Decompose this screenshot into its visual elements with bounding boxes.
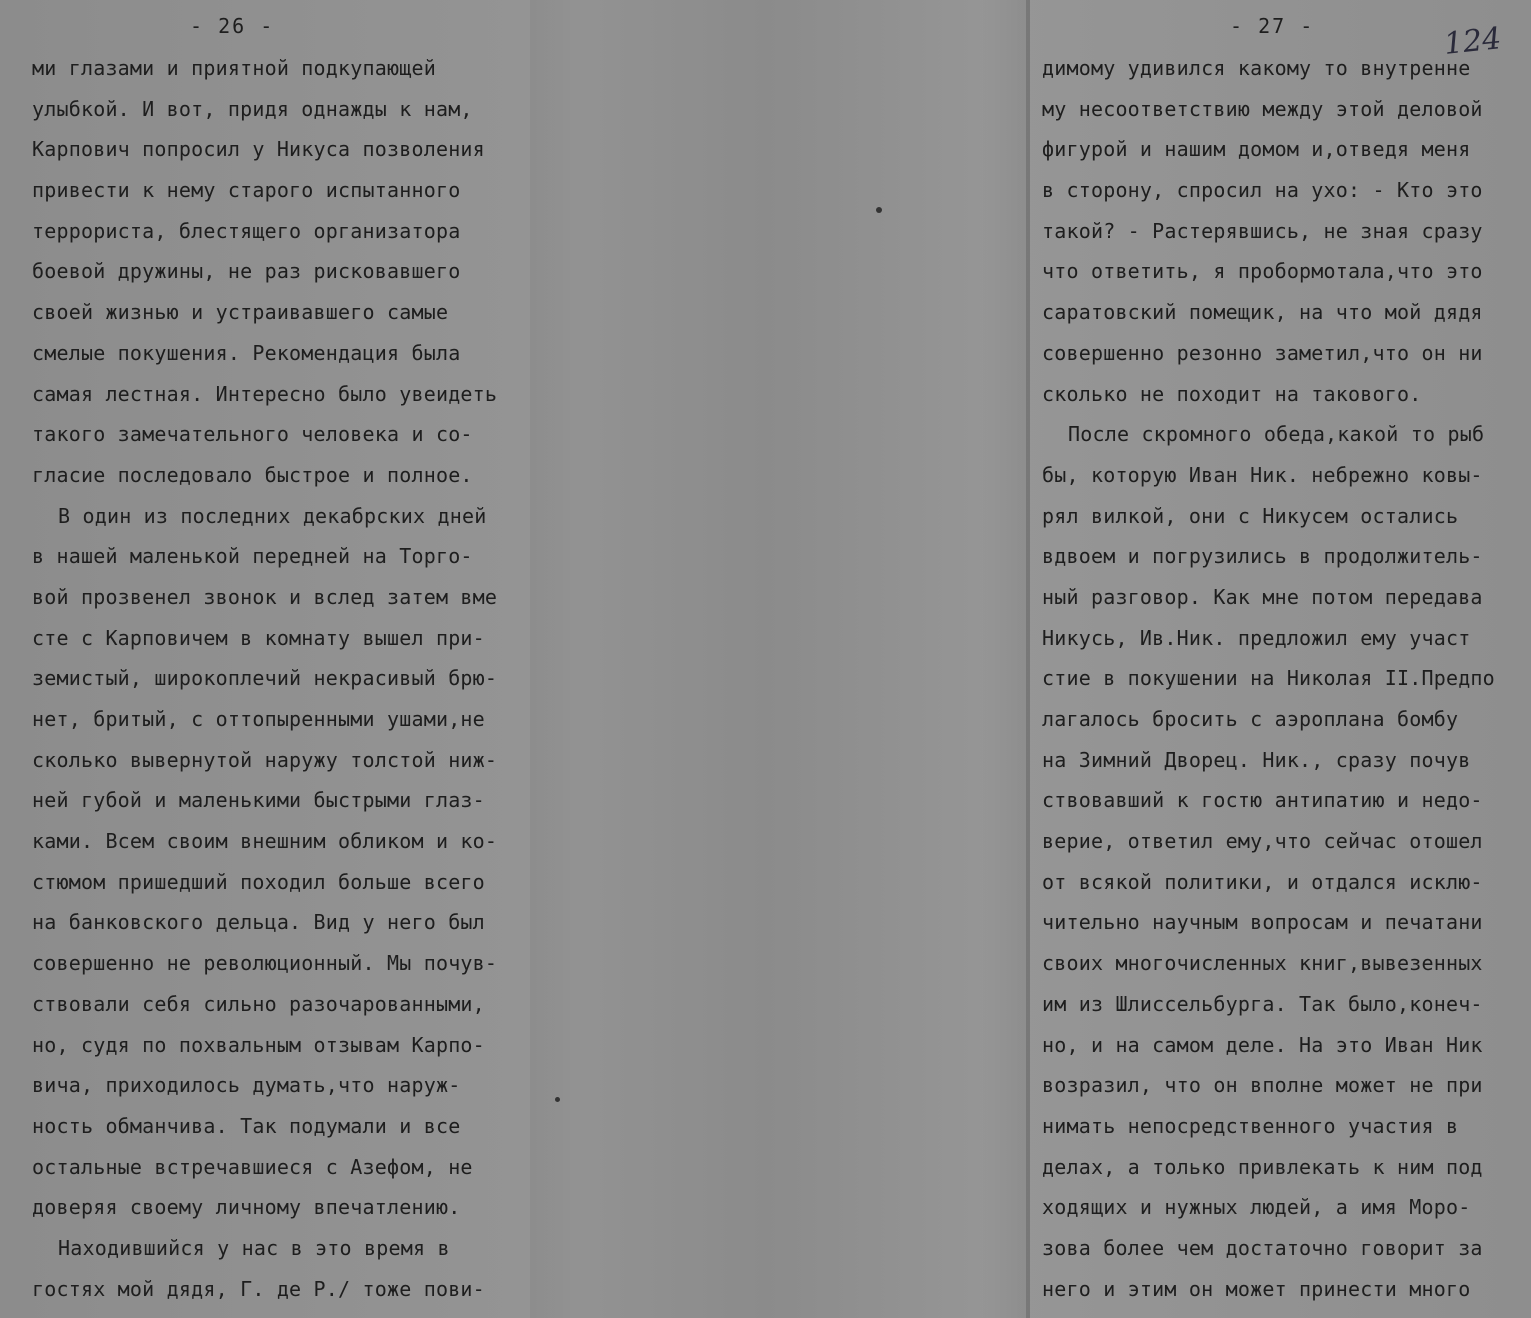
right-page [1030, 0, 1531, 1318]
text-line: своих многочисленных книг,вывезенных [1042, 951, 1483, 976]
text-line: сте с Карповичем в комнату вышел при- [32, 625, 485, 650]
left-page [0, 0, 530, 1318]
text-line: Карпович попросил у Никуса позволения [32, 137, 485, 162]
left-page-text [0, 48, 530, 1309]
text-line: вой прозвенел звонок и вслед затем вме [32, 584, 498, 609]
text-line: от всякой политики, и отдался исклю- [1042, 869, 1483, 894]
text-line: зова более чем достаточно говорит за [1042, 1235, 1483, 1260]
text-line: ность обманчива. Так подумали и все [32, 1113, 461, 1138]
text-line: земистый, широкоплечий некрасивый брю- [32, 666, 498, 691]
text-line: димому удивился какому то внутренне [1042, 56, 1471, 80]
text-line: своей жизнью и устраивавшего самые [32, 300, 449, 325]
text-line: возразил, что он вполне может не при [1042, 1073, 1483, 1098]
text-line: нет, бритый, с оттопыренными ушами,не [32, 707, 485, 731]
text-line: вича, приходилось думать,что наруж- [32, 1073, 461, 1098]
text-line: нимать непосредственного участия в [1042, 1113, 1459, 1138]
text-line: вдвоем и погрузились в продолжитель- [1042, 544, 1483, 569]
text-line: на банковского дельца. Вид у него был [32, 910, 485, 935]
text-line: рял вилкой, они с Никусем остались [1042, 503, 1459, 528]
bleed-through-area [530, 0, 1030, 1318]
text-line: ствовали себя сильно разочарованными, [32, 991, 485, 1016]
text-line: стюмом пришедший походил больше всего [32, 869, 485, 894]
text-line: но, и на самом деле. На это Иван Ник [1042, 1032, 1483, 1057]
text-line: остальные встречавшиеся с Азефом, не [32, 1154, 473, 1179]
text-line: боевой дружины, не раз рисковавшего [32, 259, 461, 284]
text-line: в нашей маленькой передней на Торго- [32, 544, 473, 569]
text-line: верие, ответил ему,что сейчас отошел [1042, 829, 1483, 854]
text-line: ками. Всем своим внешним обликом и ко- [32, 829, 498, 854]
text-line: совершенно не революционный. Мы почув- [32, 951, 498, 976]
text-line: него и этим он может принести много [1042, 1276, 1471, 1301]
text-line: сколько вывернутой наружу толстой ниж- [32, 747, 498, 772]
text-line: улыбкой. И вот, придя однажды к нам, [32, 96, 473, 121]
text-line: ней губой и маленькими быстрыми глаз- [32, 788, 485, 813]
text-line: доверяя своему личному впечатлению. [32, 1195, 461, 1220]
text-line: ми глазами и приятной подкупающей [32, 56, 436, 80]
right-page-text [1030, 48, 1531, 1309]
text-line: что ответить, я пробормотала,что это [1042, 259, 1483, 284]
text-line: ходящих и нужных людей, а имя Моро- [1042, 1195, 1471, 1220]
text-line: смелые покушения. Рекомендация была [32, 340, 461, 365]
text-line: им из Шлиссельбурга. Так было,конеч- [1042, 991, 1483, 1016]
text-line: му несоответствию между этой деловой [1042, 96, 1483, 121]
text-line: саратовский помещик, на что мой дядя [1042, 300, 1483, 325]
text-line: ствовавший к гостю антипатию и недо- [1042, 788, 1483, 813]
text-line: самая лестная. Интересно было увеидеть [32, 381, 498, 406]
paper-speck [555, 1097, 560, 1102]
page-number: - 27 - [1230, 14, 1315, 38]
text-line: делах, а только привлекать к ним под [1042, 1154, 1483, 1179]
text-line: такого замечательного человека и со- [32, 422, 473, 447]
text-line: бы, которую Иван Ник. небрежно ковы- [1042, 462, 1483, 487]
text-line: на Зимний Дворец. Ник., сразу почув [1042, 747, 1471, 772]
text-line: гласие последовало быстрое и полное. [32, 462, 473, 487]
text-line: После скромного обеда,какой то рыб [1068, 422, 1485, 447]
text-line: В один из последних декабрских дней [58, 503, 487, 528]
text-line: лагалось бросить с аэроплана бомбу [1042, 707, 1459, 731]
archive-folio-number: 124 [1442, 21, 1503, 62]
text-line: фигурой и нашим домом и,отведя меня [1042, 137, 1471, 162]
text-line: гостях мой дядя, Г. де Р./ тоже пови- [32, 1276, 485, 1301]
text-line: привести к нему старого испытанного [32, 178, 461, 203]
text-line: террориста, блестящего организатора [32, 218, 461, 243]
text-line: в сторону, спросил на ухо: - Кто это [1042, 178, 1483, 203]
text-line: сколько не походит на такового. [1042, 381, 1422, 406]
text-line: но, судя по похвальным отзывам Карпо- [32, 1032, 485, 1057]
text-line: ный разговор. Как мне потом передава [1042, 584, 1483, 609]
text-line: стие в покушении на Николая II.Предпо [1042, 666, 1495, 691]
text-line: такой? - Растерявшись, не зная сразу [1042, 218, 1483, 243]
text-line: чительно научным вопросам и печатани [1042, 910, 1483, 935]
text-line: Никусь, Ив.Ник. предложил ему участ [1042, 625, 1471, 650]
text-line: Находившийся у нас в это время в [58, 1235, 450, 1260]
paper-speck [876, 207, 882, 213]
text-line: совершенно резонно заметил,что он ни [1042, 340, 1483, 365]
page-number: - 26 - [190, 14, 275, 38]
